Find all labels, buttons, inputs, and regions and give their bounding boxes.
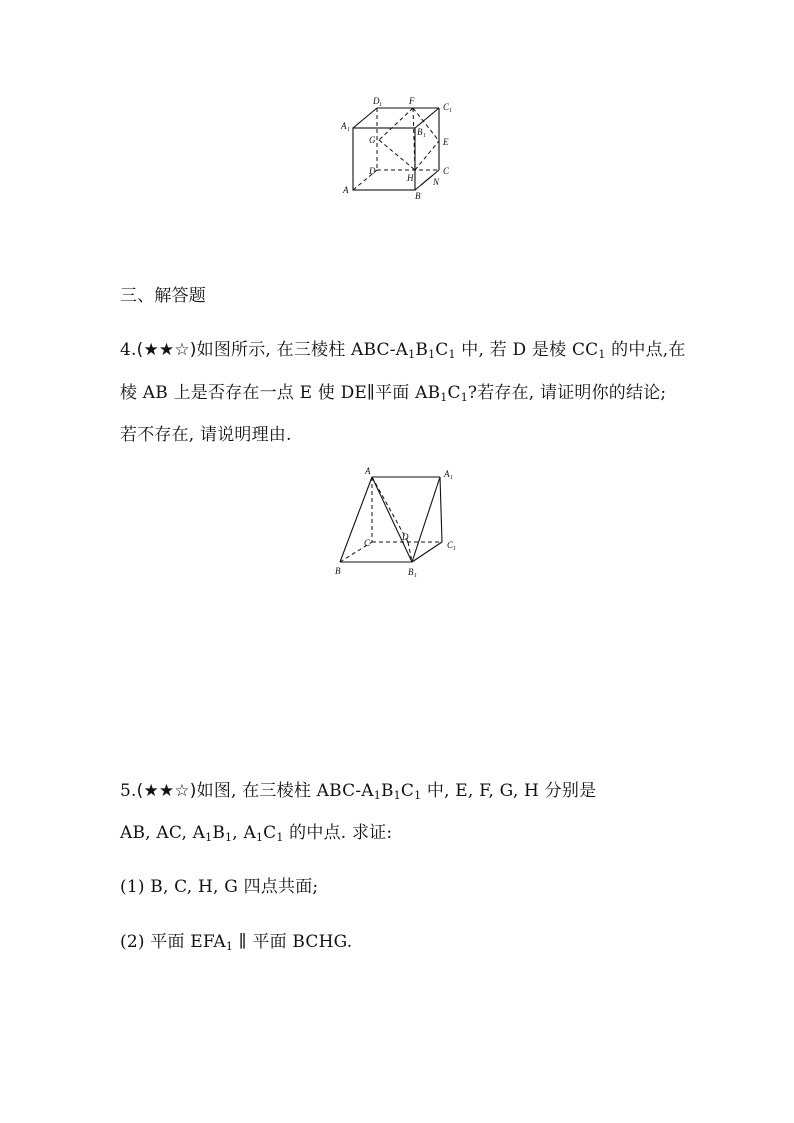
prism-label-A: A <box>365 466 371 476</box>
q4-line-3: 若不存在, 请说明理由. <box>120 425 292 445</box>
q4-stars: (★★☆) <box>136 340 197 360</box>
svg-text:1: 1 <box>450 475 453 481</box>
q5-number: 5. <box>120 781 137 801</box>
prism-label-D: D <box>402 532 409 542</box>
section-title: 三、解答题 <box>120 286 206 306</box>
svg-text:1: 1 <box>449 108 452 114</box>
cube-label-C1: C <box>443 102 450 112</box>
cube-label-B1: B <box>417 127 423 137</box>
q4-number: 4. <box>120 340 137 360</box>
cube-label-D1: D <box>373 96 380 106</box>
svg-text:1: 1 <box>379 102 382 108</box>
svg-text:1: 1 <box>414 573 417 579</box>
cube-label-D: D <box>369 166 376 176</box>
prism-label-B1: B <box>408 567 414 577</box>
prism-label-B: B <box>335 566 341 576</box>
q5-part-1: (1) B, C, H, G 四点共面; <box>120 877 319 897</box>
cube-label-H: H <box>407 173 414 183</box>
q5-stars: (★★☆) <box>136 781 197 801</box>
cube-label-E: E <box>443 137 449 147</box>
cube-front-face <box>353 128 415 190</box>
q5-line-2: AB, AC, $A_1B_1$, $A_1C_1$ 的中点. 求证: <box>120 823 393 844</box>
cube-label-A: A <box>343 185 349 195</box>
q5-line-1: 5.(★★☆)如图, 在三棱柱 ABC-$A_1B_1C_1$ 中, E, F, G, H 分别是 <box>120 781 597 802</box>
prism-label-A1: A <box>444 469 450 479</box>
cube-label-B: B <box>415 191 421 201</box>
cube-label-G: G <box>369 135 376 145</box>
cube-figure <box>335 95 465 205</box>
svg-text:1: 1 <box>347 127 350 133</box>
svg-text:1: 1 <box>423 133 426 139</box>
prism-figure <box>330 462 470 582</box>
cube-label-F: F <box>409 96 415 106</box>
prism-label-C: C <box>364 538 371 548</box>
svg-text:1: 1 <box>453 546 456 552</box>
cube-label-A1: A <box>341 121 347 131</box>
q4-line-2: 棱 AB 上是否存在一点 E 使 DE∥平面 $AB_1C_1$?若存在, 请证明你的结论; <box>120 383 667 404</box>
prism-label-C1: C <box>447 540 454 550</box>
q4-line-1: 4.(★★☆)如图所示, 在三棱柱 ABC-$A_1B_1C_1$ 中, 若 D 是棱 $CC_1$ 的中点,在 <box>120 340 686 361</box>
cube-label-N: N <box>433 177 440 187</box>
q5-part-2: (2) 平面 $EFA_1$ ∥ 平面 BCHG. <box>120 932 353 953</box>
cube-label-C: C <box>443 166 450 176</box>
